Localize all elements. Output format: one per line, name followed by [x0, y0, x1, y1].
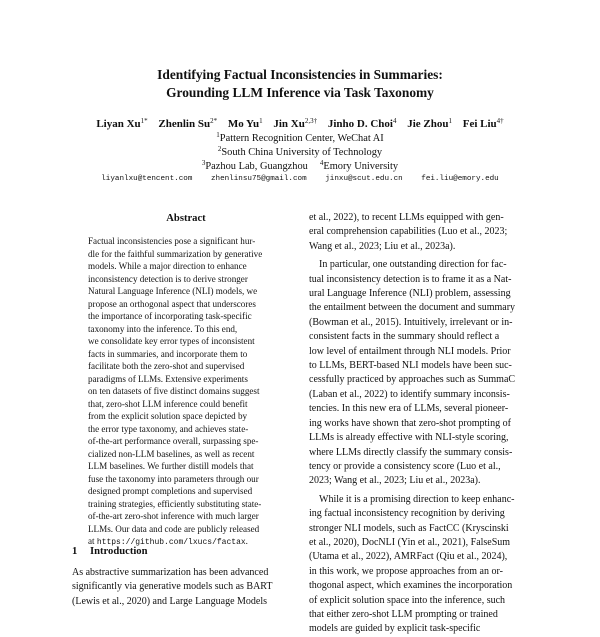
text-line: (Lewis et al., 2020) and Large Language Models — [72, 595, 268, 607]
text-line: to LLMs, BERT-based NLI models have been suc- — [309, 360, 512, 372]
text-line: models are guided by explicit task-specific — [309, 623, 481, 635]
text-line: in this work, we propose approaches from an or- — [309, 565, 503, 577]
text-line: facts in summaries, and incorporate them to — [88, 348, 248, 359]
code-url-link[interactable]: https://github.com/lxucs/factax — [96, 538, 246, 547]
paper-title — [0, 66, 600, 102]
text-line: tency or provide a consistency score (Luo et al., — [309, 460, 501, 472]
text-line: et al., 2022), to recent LLMs equipped with gen- — [309, 212, 504, 223]
abstract-body — [88, 235, 284, 550]
text-line: LLMs is already effective with NLI-style scoring, — [309, 432, 509, 444]
text-line: ural Language Inference (NLI) problem, assessing — [309, 288, 511, 300]
text-line: facilitate both the zero-shot and supervised — [88, 361, 245, 371]
text-line: While it is a promising direction to keep enhanc- — [319, 493, 515, 505]
author: Jin $Xu^{2,3\dagger}$ — [273, 117, 318, 130]
text-line: propose an orthogonal aspect that underscores — [88, 298, 256, 309]
text-line: cessfully practiced by approaches such as SummaC — [309, 374, 516, 386]
text-line: training strategies, efficiently substituting state- — [88, 498, 262, 509]
text-line: fuse the taxonomy into parameters through our — [88, 473, 259, 484]
email-link[interactable]: zhenlinsu75@gmail.com — [210, 175, 307, 183]
abstract-heading: Abstract — [166, 213, 206, 224]
text-line: inconsistency detection is to derive stronger — [88, 273, 248, 284]
author: Mo Yu$^1$ — [227, 117, 263, 130]
text-line: tencies. In this new era of LLMs, several pioneer- — [309, 403, 509, 415]
text-line: (Utama et al., 2022), AMRFact (Qiu et al., 2024), — [309, 551, 508, 563]
text-line: designed prompt completions and supervised — [88, 486, 253, 496]
affiliation: $^2$South China University of Technology — [217, 145, 383, 158]
text-line: cialized non-LLM baselines, as well as recent — [88, 448, 255, 459]
intro-paragraph — [72, 566, 298, 609]
text-line: that either zero-shot LLM prompting or trained — [309, 608, 498, 620]
text-line: tual inconsistency detection is to frame it as a Nat- — [309, 273, 512, 285]
text-line: from the explicit solution space depicted by — [88, 411, 248, 421]
email-link[interactable]: fei.liu@emory.edu — [421, 175, 499, 183]
author: Zhenlin $Su^{2*}$ — [158, 117, 218, 130]
text-line: 2023; Wang et al., 2023; Liu et al., 2023a). — [309, 475, 481, 487]
text-line: consistent facts in the summary should reflect a — [309, 331, 500, 343]
text-line: significantly via generative models such as BART — [72, 581, 273, 593]
text-line: LLM baselines. We further distill models that — [88, 461, 254, 471]
right-column — [309, 211, 537, 637]
text-line: (Bowman et al., 2015). Intuitively, irrelevant or in- — [309, 316, 513, 328]
title-line-2: Grounding LLM Inference via Task Taxonomy — [166, 85, 434, 100]
text-line: (Laban et al., 2022) to identify summary inconsis- — [309, 388, 510, 400]
text-line: eral comprehension capabilities (Luo et al., 2023; — [309, 226, 508, 238]
email-list — [0, 173, 600, 185]
text-line: ing works have shown that zero-shot prompting of — [309, 417, 511, 429]
text-line: In particular, one outstanding direction for fac- — [319, 259, 507, 271]
author: Jinho D. Choi$^4$ — [327, 117, 397, 130]
email-link[interactable]: liyanlxu@tencent.com — [101, 175, 193, 183]
text-line: dle for the faithful summarization by generative — [88, 248, 263, 259]
text-line: Natural Language Inference (NLI) models, we — [88, 286, 258, 296]
author: Jie Zhou$^1$ — [407, 117, 452, 130]
text-line: et al., 2020), DocNLI (Yin et al., 2021), FalseSum — [309, 536, 511, 548]
text-line: As abstractive summarization has been advanced — [72, 567, 269, 578]
abstract-last-line: at https://github.com/lxucs/factax. — [88, 536, 248, 547]
text-line: low level of entailment through NLI models. Prior — [309, 345, 511, 357]
text-line: ing factual inconsistency recognition by deriving — [309, 508, 505, 520]
text-line: the error type taxonomy, and achieves state- — [88, 423, 249, 434]
email-link[interactable]: jinxu@scut.edu.cn — [325, 175, 403, 183]
author: Liyan $Xu^{1*}$ — [96, 117, 148, 130]
text-line: models. While a major direction to enhance — [88, 261, 247, 271]
text-line: where LLMs directly classify the summary consis- — [309, 446, 513, 458]
text-line: Factual inconsistencies pose a significant hur- — [88, 236, 256, 246]
affiliation: $^1$Pattern Recognition Center, WeChat AI — [216, 131, 384, 144]
text-line: the importance of incorporating task-specific — [88, 311, 252, 321]
text-line: on ten datasets of five distinct domains suggest — [88, 386, 260, 396]
text-line: we consolidate key error types of inconsistent — [88, 336, 255, 346]
section-heading: 1 Introduction — [72, 546, 148, 557]
text-line: of explicit solution space into the inference, such — [309, 594, 506, 606]
affiliation-row: $^3$Pazhou Lab, Guangzhou $^4$Emory University — [201, 159, 399, 172]
text-line: Wang et al., 2023; Liu et al., 2023a). — [309, 240, 456, 252]
text-line: thogonal aspect, which examines the incorporation — [309, 580, 513, 592]
text-line: of-the-art performance overall, surpassing spe- — [88, 436, 259, 446]
text-line: taxonomy into the inference. To this end, — [88, 323, 238, 334]
text-line: the entailment between the document and summary — [309, 302, 516, 314]
text-line: that, zero-shot LLM inference could benefit — [88, 398, 248, 409]
author: Fei Liu$^{4\dagger}$ — [462, 117, 504, 130]
text-line: of-the-art zero-shot inference with much larger — [88, 511, 259, 521]
text-line: stronger NLI models, such as FactCC (Kryscinski — [309, 522, 509, 534]
text-line: LLMs. Our data and code are publicly released — [88, 523, 260, 534]
title-line-1: Identifying Factual Inconsistencies in Summaries: — [157, 67, 443, 82]
text-line: paradigms of LLMs. Extensive experiments — [88, 373, 248, 384]
